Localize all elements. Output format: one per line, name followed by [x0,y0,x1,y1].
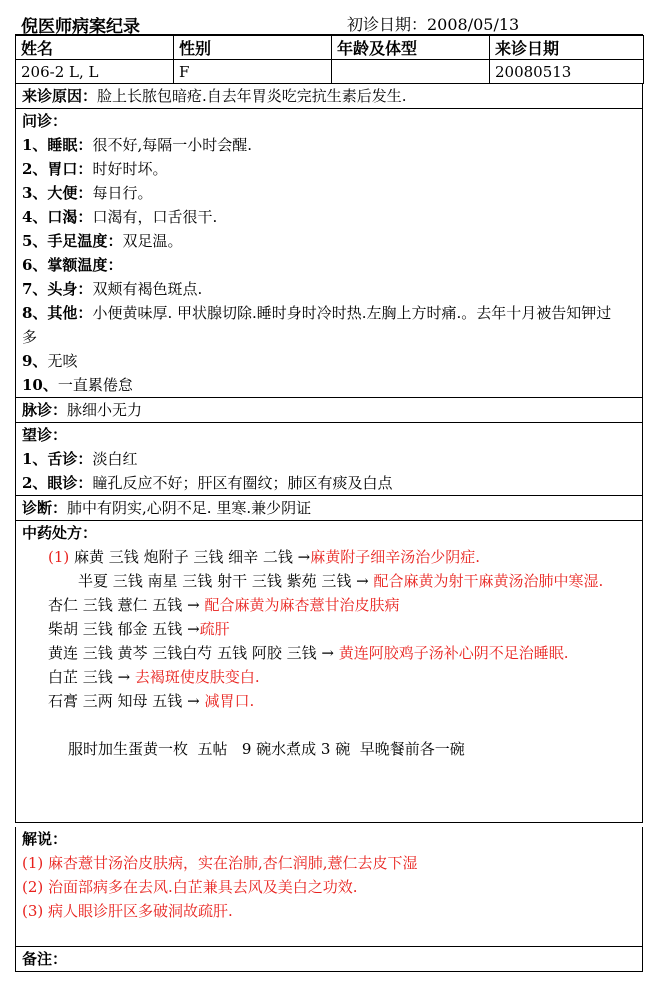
inquiry-item-label: 3、大便： [22,184,93,202]
explanation-item: (2) 治面部病多在去风.白芷兼具去风及美白之功效. [22,878,358,896]
inquiry-item [22,133,636,157]
inquiry-item-label: 7、头身： [22,280,93,298]
inquiry-item-label: 8、其他： [22,304,93,322]
prescription-section [15,521,643,823]
diagnosis-section [15,496,643,521]
value-age-build [332,60,490,84]
diagnosis-label: 诊断： [22,499,68,517]
arrow-right-icon: → [187,692,200,710]
inquiry-title: 问诊： [22,112,68,130]
case-record-sheet [15,10,643,972]
prescription-title: 中药处方： [22,524,98,542]
inquiry-item-label: 5、手足温度： [22,232,123,250]
inquiry-item-label: 1、睡眠： [22,136,93,154]
inquiry-item [22,373,636,397]
arrow-right-icon: → [297,548,311,566]
arrow-right-icon: → [321,644,334,662]
prescription-note: 减胃口. [204,692,255,710]
inquiry-item-label: 6、掌额温度： [22,256,123,274]
prescription-line [48,593,626,617]
pulse-text: 脉细小无力 [67,401,143,419]
inquiry-item-text: 双足温。 [122,232,183,250]
prescription-herbs: 柴胡 三钱 郁金 五钱 [48,620,183,638]
observation-item-label: 2、眼诊： [22,474,93,492]
inquiry-item-text: 双颊有褐色斑点. [92,280,203,298]
observation-item-label: 1、舌诊： [22,450,93,468]
prescription-herbs: 白芷 三钱 [48,668,113,686]
remarks-section [15,947,643,972]
arrow-right-icon: → [356,572,369,590]
prescription-line [22,641,636,665]
inquiry-item [22,181,636,205]
prescription-line [22,665,636,689]
prescription-note: 黄连阿胶鸡子汤补心阴不足治睡眠. [338,644,569,662]
diagnosis-text: 肺中有阴实,心阴不足. 里寒.兼少阴证 [67,499,312,517]
observation-item-text: 瞳孔反应不好；肝区有圈纹；肺区有痰及白点 [92,474,393,492]
observation-item [22,471,636,495]
explanation-title: 解说： [22,830,68,848]
inquiry-item [22,253,636,277]
header-age-build: 年龄及体型 [332,36,490,60]
arrow-right-icon: → [117,668,131,686]
observation-title: 望诊： [22,426,68,444]
pulse-section [15,398,643,423]
pulse-label: 脉诊： [22,401,68,419]
prescription-note: 麻黄附子细辛汤治少阴症. [310,548,481,566]
remarks-label: 备注： [22,950,68,968]
prescription-herbs: 杏仁 三钱 薏仁 五钱 [48,596,183,614]
patient-info-table [15,35,644,84]
prescription-line [22,689,636,713]
observation-item-text: 淡白红 [92,450,138,468]
observation-item [22,447,636,471]
observation-section [15,423,643,496]
prescription-herbs: 黄连 三钱 黄芩 三钱白芍 五钱 阿胶 三钱 [48,644,317,662]
inquiry-item [22,301,636,349]
prescription-note: 配合麻黄为麻杏薏甘治皮肤病 [204,596,400,614]
first-visit-date: 初诊日期：2008/05/13 [347,15,520,34]
inquiry-item-text: 小便黄味厚. 甲状腺切除.睡时身时冷时热.左胸上方时痛.。去年十月被告知钾过多 [22,304,612,346]
header-sex: 性别 [174,36,332,60]
prescription-line [22,617,636,641]
prescription-line [22,545,636,569]
inquiry-item [22,157,636,181]
value-visit-date: 20080513 [490,60,644,84]
prescription-herbs: 麻黄 三钱 炮附子 三钱 细辛 二钱 [74,548,293,566]
prescription-herbs: 半夏 三钱 南星 三钱 射干 三钱 紫苑 三钱 [78,572,352,590]
inquiry-item-text: 口渴有，口舌很干. [92,208,218,226]
inquiry-item-label: 2、胃口： [22,160,93,178]
visit-reason-text: 脸上长脓包暗疮.自去年胃炎吃完抗生素后发生. [97,87,407,105]
record-title: 倪医师病案纪录 [21,17,140,37]
patient-info-header-row [16,36,644,60]
prescription-herbs: 石膏 三两 知母 五钱 [48,692,183,710]
prescription-note: 去褐斑使皮肤变白. [134,668,260,686]
value-sex: F [174,60,332,84]
inquiry-item-text: 时好时坏。 [92,160,168,178]
explanation-item: (3) 病人眼诊肝区多破洞故疏肝. [22,902,233,920]
prescription-note: 疏肝 [199,620,230,638]
visit-reason-section [15,84,643,109]
inquiry-item [22,205,636,229]
inquiry-item [22,229,636,253]
inquiry-item-label: 9、 [22,352,48,370]
inquiry-item [22,349,636,373]
inquiry-item [22,277,636,301]
inquiry-item-text: 无咳 [47,352,78,370]
prescription-usage: 服时加生蛋黄一枚 五帖 9 碗水煮成 3 碗 早晚餐前各一碗 [68,740,465,758]
record-header [15,10,643,35]
inquiry-item-text: 很不好,每隔一小时会醒. [92,136,252,154]
arrow-right-icon: → [187,596,200,614]
value-name: 206-2 L, L [16,60,174,84]
explanation-section [15,827,643,947]
inquiry-item-label: 4、口渴： [22,208,93,226]
inquiry-item-text: 每日行。 [92,184,153,202]
prescription-line [22,569,636,593]
header-name: 姓名 [16,36,174,60]
patient-info-value-row [16,60,644,84]
explanation-item: (1) 麻杏薏甘汤治皮肤病，实在治肺,杏仁润肺,薏仁去皮下湿 [22,854,418,872]
prescription-number: (1) [48,548,70,566]
inquiry-item-label: 10、 [22,376,58,394]
header-visit-date: 来诊日期 [490,36,644,60]
prescription-note: 配合麻黄为射干麻黄汤治肺中寒湿. [373,572,604,590]
arrow-right-icon: → [187,620,200,638]
inquiry-item-text: 一直累倦怠 [57,376,133,394]
visit-reason-label: 来诊原因： [22,87,98,105]
inquiry-section [15,109,643,398]
